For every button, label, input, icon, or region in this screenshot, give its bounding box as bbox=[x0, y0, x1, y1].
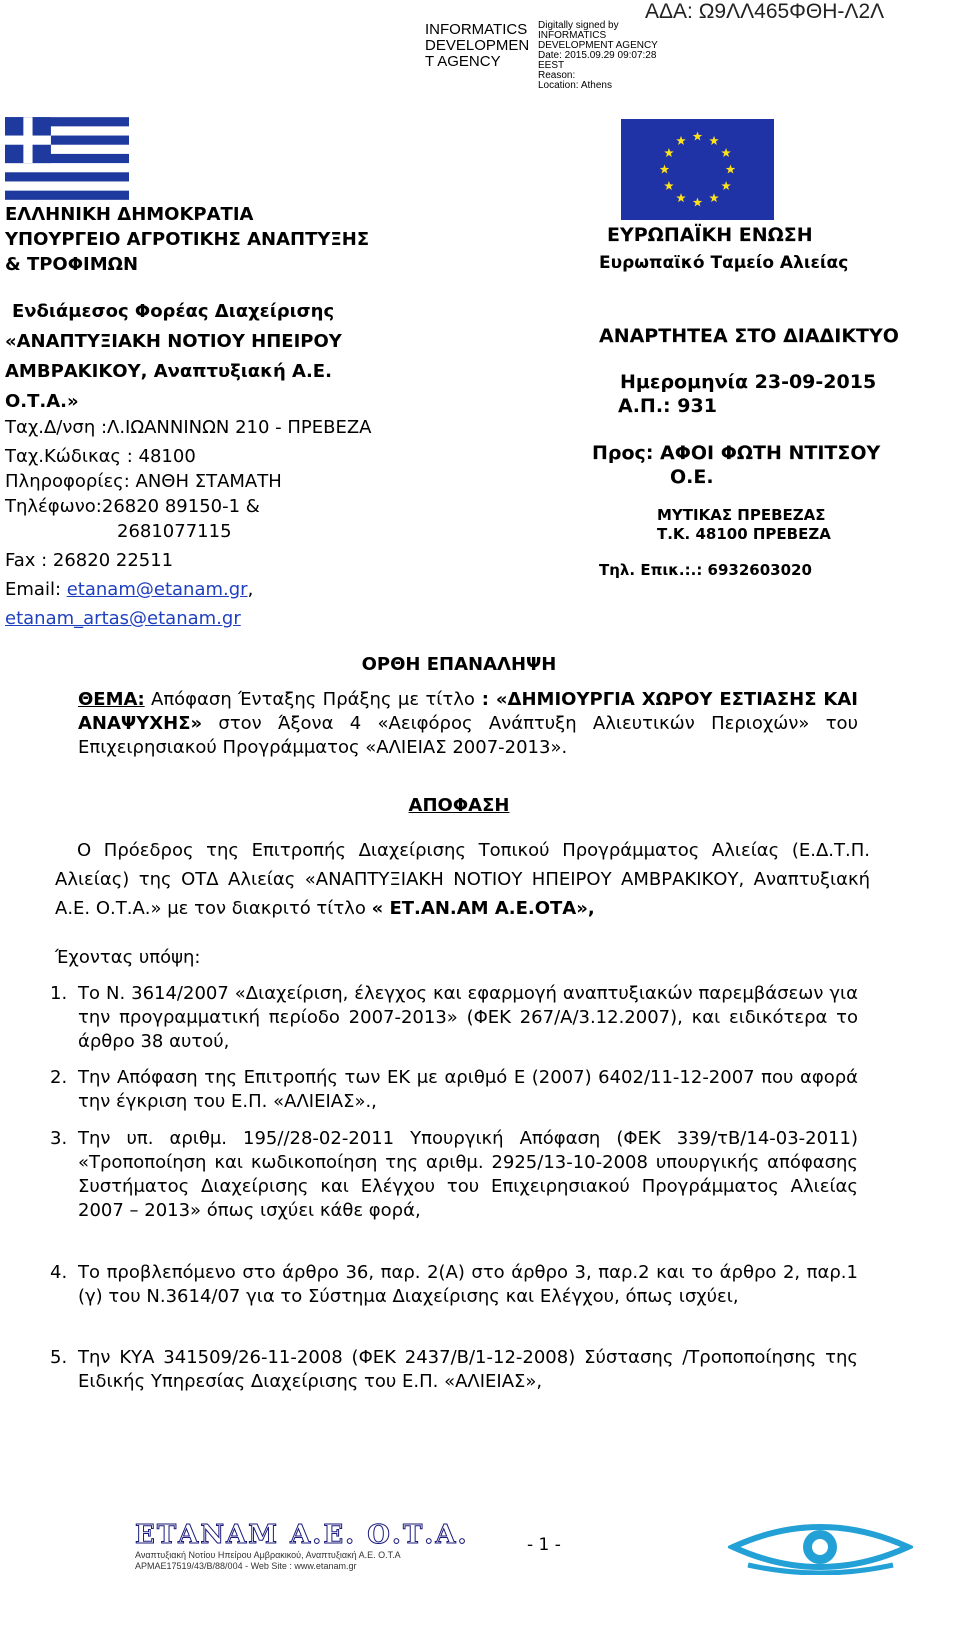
page-number: - 1 - bbox=[527, 1535, 561, 1555]
issuer-header: ΕΛΛΗΝΙΚΗ ΔΗΜΟΚΡΑΤΙΑ ΥΠΟΥΡΓΕΙΟ ΑΓΡΟΤΙΚΗΣ ΑΝΑΠΤΥΞΗΣ & ΤΡΟΦΙΜΩΝ bbox=[5, 204, 370, 275]
greek-flag-icon bbox=[5, 117, 129, 200]
considering: Έχοντας υπόψη: bbox=[55, 947, 201, 968]
ada-code: ΑΔΑ: Ω9ΛΛ465ΦΘΗ-Λ2Λ bbox=[645, 0, 885, 23]
list-item: 5. Την ΚΥΑ 341509/26-11-2008 (ΦΕΚ 2437/Β/1-12-2008) Σύστασης /Τροποποίησης της Ειδικής Υπηρεσίας Διαχείρισης του Ε.Π. «ΑΛΙΕΙΑΣ», bbox=[50, 1347, 858, 1392]
subject: ΘΕΜΑ: Απόφαση Ένταξης Πράξης με τίτλο : «ΔΗΜΙΟΥΡΓΙΑ ΧΩΡΟΥ ΕΣΤΙΑΣΗΣ ΚΑΙ ΑΝΑΨΥΧΗΣ» στον Άξονα 4 «Αειφόρος Ανάπτυξη Αλιευτικών Περιοχών» του Επιχειρησιακού Προγράμματος «ΑΛΙΕΙΑΣ 2007-2013». bbox=[78, 689, 858, 758]
signature-org: INFORMATICS DEVELOPMEN T AGENCY bbox=[425, 21, 530, 70]
recipient-address: ΜΥΤΙΚΑΣ ΠΡΕΒΕΖΑΣ bbox=[657, 506, 826, 524]
footer-logo: ΕΤΑΝΑΜ Α.Ε. Ο.Τ.Α. Αναπτυξιακή Νοτίου Ηπείρου Αμβρακικού, Αναπτυξιακή Α.Ε. Ο.Τ.Α ΑΡΜΑΕ17519/43/Β/88/004 - Web Site : www.etanam.gr bbox=[135, 1520, 469, 1571]
managing-body: Ενδιάμεσος Φορέας Διαχείρισης «ΑΝΑΠΤΥΞΙΑΚΗ ΝΟΤΙΟΥ ΗΠΕΙΡΟΥ ΑΜΒΡΑΚΙΚΟΥ, Αναπτυξιακή Α.Ε. Ο.Τ.Α.» bbox=[5, 301, 342, 412]
email-link-1[interactable]: etanam@etanam.gr bbox=[66, 579, 248, 600]
date: Ημερομηνία 23-09-2015 bbox=[620, 371, 877, 393]
address: Ταχ.Δ/νση :Λ.ΙΩΑΝΝΙΝΩΝ 210 - ΠΡΕΒΕΖΑ bbox=[5, 417, 372, 438]
recipient-phone: Τηλ. Επικ.:.: 6932603020 bbox=[599, 561, 812, 579]
decision-heading: ΑΠΟΦΑΣΗ bbox=[408, 795, 510, 816]
postcode: Ταχ.Κώδικας : 48100 bbox=[5, 446, 196, 467]
list-item: 2. Την Απόφαση της Επιτροπής των ΕΚ με αριθμό Ε (2007) 6402/11-12-2007 που αφορά την έγκριση του Ε.Π. «ΑΛΙΕΙΑΣ»., bbox=[50, 1067, 858, 1112]
info-person: Πληροφορίες: ΑΝΘΗ ΣΤΑΜΑΤΗ bbox=[5, 471, 282, 492]
recipient: Προς: ΑΦΟΙ ΦΩΤΗ ΝΤΙΤΣΟΥ bbox=[592, 442, 881, 464]
president-paragraph: Ο Πρόεδρος της Επιτροπής Διαχείρισης Τοπικού Προγράμματος Αλιείας (Ε.Δ.Τ.Π. Αλιείας) της ΟΤΔ Αλιείας «ΑΝΑΠΤΥΞΙΑΚΗ ΝΟΤΙΟΥ ΗΠΕΙΡΟΥ ΑΜΒΡΑΚΙΚΟΥ, Αναπτυξιακή Α.Ε. Ο.Τ.Α.» με τον διακριτό τίτλο « ΕΤ.ΑΝ.ΑΜ Α.Ε.ΟΤΑ», bbox=[55, 840, 870, 919]
email-line: Email: etanam@etanam.gr, bbox=[5, 579, 254, 600]
phone: Τηλέφωνο:26820 89150-1 & bbox=[5, 496, 260, 517]
eye-fish-logo-icon bbox=[728, 1515, 913, 1575]
protocol-number: Α.Π.: 931 bbox=[618, 395, 717, 417]
fax: Fax : 26820 22511 bbox=[5, 550, 174, 571]
contact-block bbox=[5, 415, 372, 631]
post-online: ΑΝΑΡΤΗΤΕΑ ΣΤΟ ΔΙΑΔΙΚΤΥΟ bbox=[599, 325, 899, 347]
correction-heading: ΟΡΘΗ ΕΠΑΝΑΛΗΨΗ bbox=[361, 654, 557, 675]
eu-title: ΕΥΡΩΠΑΪΚΗ ΕΝΩΣΗ bbox=[607, 224, 813, 246]
email-link-2[interactable]: etanam_artas@etanam.gr bbox=[5, 608, 241, 629]
recipient-2: Ο.Ε. bbox=[670, 466, 714, 488]
recipient-postcode: Τ.Κ. 48100 ΠΡΕΒΕΖΑ bbox=[657, 525, 831, 543]
eu-flag-icon bbox=[621, 119, 774, 220]
eu-fund: Ευρωπαϊκό Ταμείο Αλιείας bbox=[599, 253, 849, 273]
subject-label: ΘΕΜΑ: bbox=[78, 689, 145, 710]
phone-2: 2681077115 bbox=[117, 521, 232, 542]
list-item: 3. Την υπ. αριθμ. 195//28-02-2011 Υπουργική Απόφαση (ΦΕΚ 339/τΒ/14-03-2011) «Τροποποίηση και κωδικοποίηση της αριθμ. 2925/13-10-2008 υπουργικής απόφασης Συστήματος Διαχείρισης και Ελέγχου του Επιχειρησιακού Προγράμματος Αλιείας 2007 – 2013» όπως ισχύει κάθε φορά, bbox=[50, 1128, 858, 1221]
list-item: 1. Το Ν. 3614/2007 «Διαχείριση, έλεγχος και εφαρμογή αναπτυξιακών παρεμβάσεων για την προγραμματική περίοδο 2007-2013» (ΦΕΚ 267/Α/3.12.2007), και ειδικότερα το άρθρο 38 αυτού, bbox=[50, 983, 858, 1052]
list-item: 4. Το προβλεπόμενο στο άρθρο 36, παρ. 2(Α) στο άρθρο 3, παρ.2 και το άρθρο 2, παρ.1 (γ) του Ν.3614/07 για το Σύστημα Διαχείρισης και Ελέγχου, όπως ισχύει, bbox=[50, 1262, 858, 1307]
signature-meta: Digitally signed by INFORMATICS DEVELOPMENT AGENCY Date: 2015.09.29 09:07:28 EEST Reason: Location: Athens bbox=[538, 20, 658, 91]
